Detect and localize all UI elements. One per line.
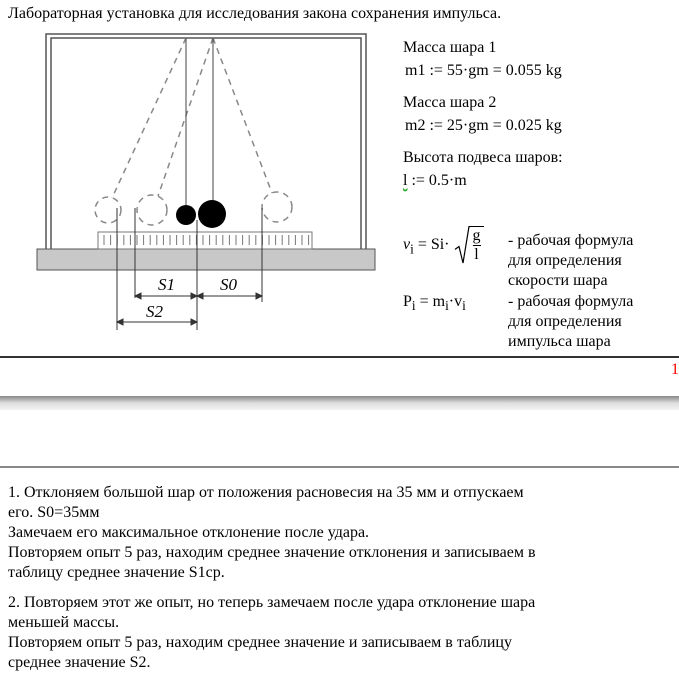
step-line: 1. Отклоняем большой шар от положения расновесия на 35 мм и отпускаем — [8, 484, 524, 501]
momentum-description — [508, 292, 633, 352]
page-number: 1 — [671, 361, 679, 378]
step-line: Повторяем опыт 5 раз, находим среднее значение и записываем в таблицу — [8, 634, 512, 651]
p-symbol: P — [403, 293, 412, 310]
velocity-rhs: = Si· — [413, 236, 450, 254]
step-1 — [8, 483, 536, 583]
numerator: g — [472, 227, 481, 244]
region-line — [0, 466, 679, 468]
large-ball — [198, 200, 226, 228]
mass2-label: Масса шара 2 — [403, 94, 497, 111]
mass2-expression[interactable]: m2 := 25·gm = 0.025 kg — [405, 117, 562, 134]
momentum-formula[interactable] — [403, 292, 466, 316]
label-s0: S0 — [220, 275, 237, 294]
nu-symbol: ν — [403, 236, 411, 254]
desc-line: для определения — [508, 252, 622, 269]
v-symbol: ·v — [448, 293, 463, 310]
step-line: его. S0=35мм — [8, 504, 100, 521]
desc-line: - рабочая формула — [508, 293, 634, 310]
label-s2: S2 — [146, 302, 163, 321]
step-line: Замечаем его максимальное отклонение после удара. — [8, 524, 370, 541]
desc-line: - рабочая формула — [508, 232, 634, 249]
step-line: меньшей массы. — [8, 614, 120, 631]
index: i — [410, 241, 414, 257]
height-label: Высота подвеса шаров: — [403, 149, 563, 166]
label-s1: S1 — [158, 275, 175, 294]
index: i — [411, 298, 416, 314]
step-line: Повторяем опыт 5 раз, находим среднее значение отклонения и записываем в — [8, 544, 536, 561]
page-break-band — [0, 396, 679, 410]
base — [37, 249, 375, 270]
dashed-ball-right — [262, 192, 292, 222]
velocity-formula[interactable] — [403, 226, 484, 265]
height-variable: l — [403, 172, 408, 189]
dashed-ball-mid — [137, 195, 167, 225]
mass1-expression[interactable]: m1 := 55·gm = 0.055 kg — [405, 62, 562, 79]
step-line: среднее значение S2. — [8, 654, 151, 671]
page-end-line — [0, 356, 679, 358]
eq: = m — [415, 293, 446, 310]
small-ball — [176, 205, 196, 225]
document-title: Лабораторная установка для исследования закона сохранения импульса. — [8, 5, 502, 22]
step-line: 2. Повторяем этот же опыт, но теперь замечаем после удара отклонение шара — [8, 594, 536, 611]
desc-line: скорости шара — [508, 272, 608, 289]
sqrt — [454, 226, 484, 265]
pendulum-diagram — [0, 20, 400, 340]
step-2 — [8, 593, 535, 673]
velocity-description — [508, 231, 633, 291]
height-expression[interactable] — [403, 171, 467, 191]
radical-sign-icon — [454, 226, 470, 265]
step-line: таблицу среднее значение S1ср. — [8, 564, 225, 581]
index: i — [445, 298, 449, 314]
denominator: l — [474, 246, 479, 263]
mass1-label: Масса шара 1 — [403, 39, 497, 56]
desc-line: для определения — [508, 313, 622, 330]
height-value: := 0.5·m — [407, 172, 467, 189]
index: i — [462, 298, 466, 314]
desc-line: импульса шара — [508, 333, 611, 350]
